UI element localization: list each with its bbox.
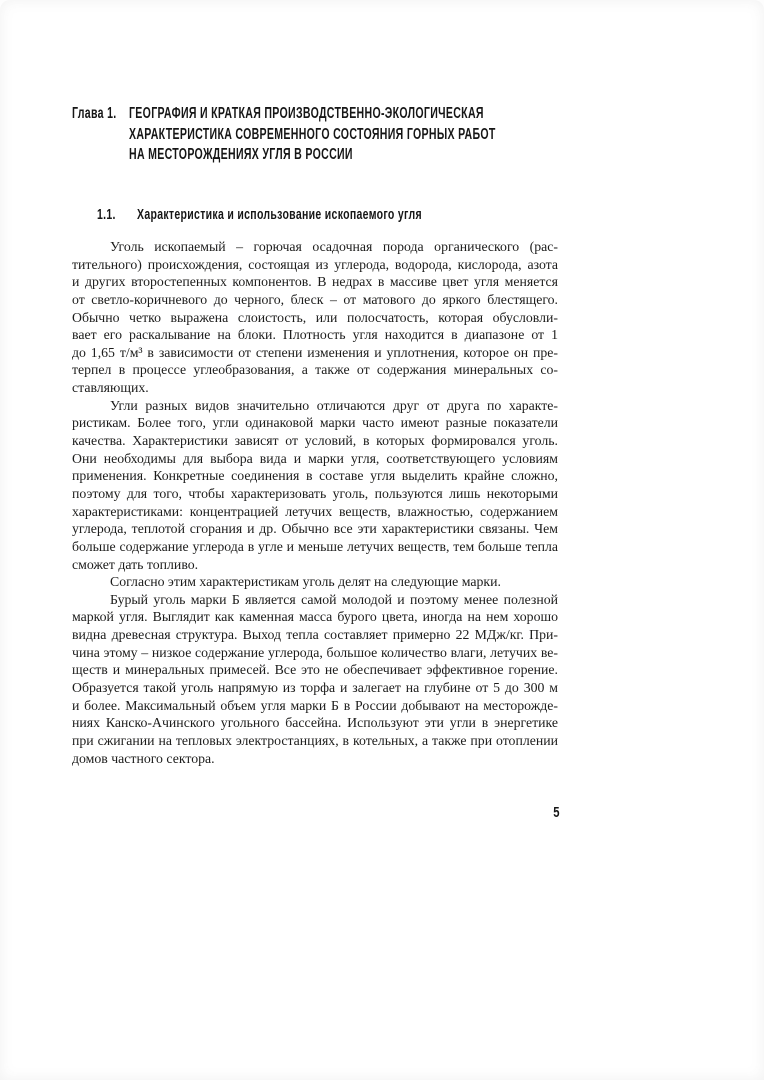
text-line: ставляющих. (72, 380, 149, 396)
text-line: Бурый уголь марки Б является самой молодой и поэтому менее полезной (110, 591, 558, 607)
text-line: качества. Характеристики зависят от условий, в которых формировался уголь. (72, 433, 558, 449)
text-line: и других второстепенных компонентов. В недрах в массиве цвет угля меняется (72, 274, 558, 290)
text-line: Образуется такой уголь напрямую из торфа и залегает на глубине от 5 до 300 м (72, 680, 558, 696)
text-line: Уголь ископаемый – горючая осадочная порода органического (рас- (110, 239, 558, 254)
text-line: ниях Канско-Ачинского угольного бассейна. Используют эти угли в энергетике (72, 715, 558, 731)
text-line: ристикам. Более того, угли одинаковой марки часто имеют разные показатели (72, 415, 558, 431)
text-line: больше содержание углерода в угле и меньше летучих веществ, тем больше тепла (72, 538, 558, 554)
paragraph (72, 591, 558, 767)
text-line: домов частного сектора. (72, 750, 215, 766)
text-line: Угли разных видов значительно отличаются друг от друга по характе- (110, 397, 558, 413)
text-line: тительного) происхождения, состоящая из углерода, водорода, кислорода, азота (72, 256, 558, 272)
text-line: видна древесная структура. Выход тепла составляет примерно 22 МДж/кг. При- (72, 627, 558, 643)
chapter-label-text: Глава 1. (72, 105, 117, 122)
paragraph (72, 397, 558, 573)
page-number-text: 5 (553, 804, 560, 821)
text-line: Они необходимы для выбора вида и марки угля, соответствующего условиям (72, 450, 558, 466)
page-number (72, 803, 560, 823)
section-number (97, 205, 124, 225)
text-line: маркой угля. Выглядит как каменная масса бурого цвета, иногда на нем хорошо (72, 609, 558, 625)
text-line: Обычно четко выражена слоистость, или полосчатость, которая обусловли- (72, 309, 558, 325)
text-line: применения. Конкретные соединения в составе угля выделить крайне сложно, (72, 468, 558, 484)
text-line: ществ и минеральных примесей. Все это не обеспечивает эффективное горение. (72, 662, 558, 678)
text-line: поэтому для того, чтобы характеризовать уголь, пользуются лишь некоторыми (72, 485, 558, 501)
text-line: вает его раскалывание на блоки. Плотность угля находится в диапазоне от 1 (72, 327, 558, 343)
chapter-title-line-text: ГЕОГРАФИЯ И КРАТКАЯ ПРОИЗВОДСТВЕННО-ЭКОЛОГИЧЕСКАЯ (129, 105, 484, 122)
chapter-title-line (129, 145, 685, 166)
text-line: Согласно этим характеристикам уголь делят на следующие марки. (110, 574, 501, 590)
text-line: чина этому – низкое содержание углерода, большое количество влаги, летучих ве- (72, 644, 558, 660)
section-title (137, 205, 544, 225)
chapter-title-line-text: ХАРАКТЕРИСТИКА СОВРЕМЕННОГО СОСТОЯНИЯ ГОРНЫХ РАБОТ (129, 125, 496, 143)
chapter-title-line (129, 125, 685, 146)
text-line: углерода, теплотой сгорания и др. Обычно все эти характеристики связаны. Чем (72, 521, 558, 537)
chapter-title-line (129, 104, 685, 125)
text-line: и более. Максимальный объем угля марки Б в России добывают на месторожде- (72, 697, 558, 713)
section-title-text: Характеристика и использование ископаемого угля (137, 206, 422, 223)
paragraph (72, 573, 558, 591)
paragraph (72, 238, 558, 397)
chapter-title-line-text: НА МЕСТОРОЖДЕНИЯХ УГЛЯ В РОССИИ (129, 146, 353, 163)
text-line: сможет дать топливо. (72, 556, 199, 572)
text-line: характеристиками: концентрацией летучих веществ, влажностью, содержанием (72, 503, 558, 519)
section-number-text: 1.1. (97, 206, 116, 223)
text-line: до 1,65 т/м³ в зависимости от степени изменения и уплотнения, которое он пре- (72, 344, 558, 360)
text-line: от светло-коричневого до черного, блеск – от матового до яркого блестящего. (72, 291, 558, 307)
text-line: при сжигании на тепловых электростанциях, в котельных, а также при отоплении (72, 732, 558, 748)
text-line: терпел в процессе углеобразования, а также от содержания минеральных со- (72, 362, 558, 378)
chapter-title (129, 104, 685, 166)
body-text (72, 238, 558, 767)
